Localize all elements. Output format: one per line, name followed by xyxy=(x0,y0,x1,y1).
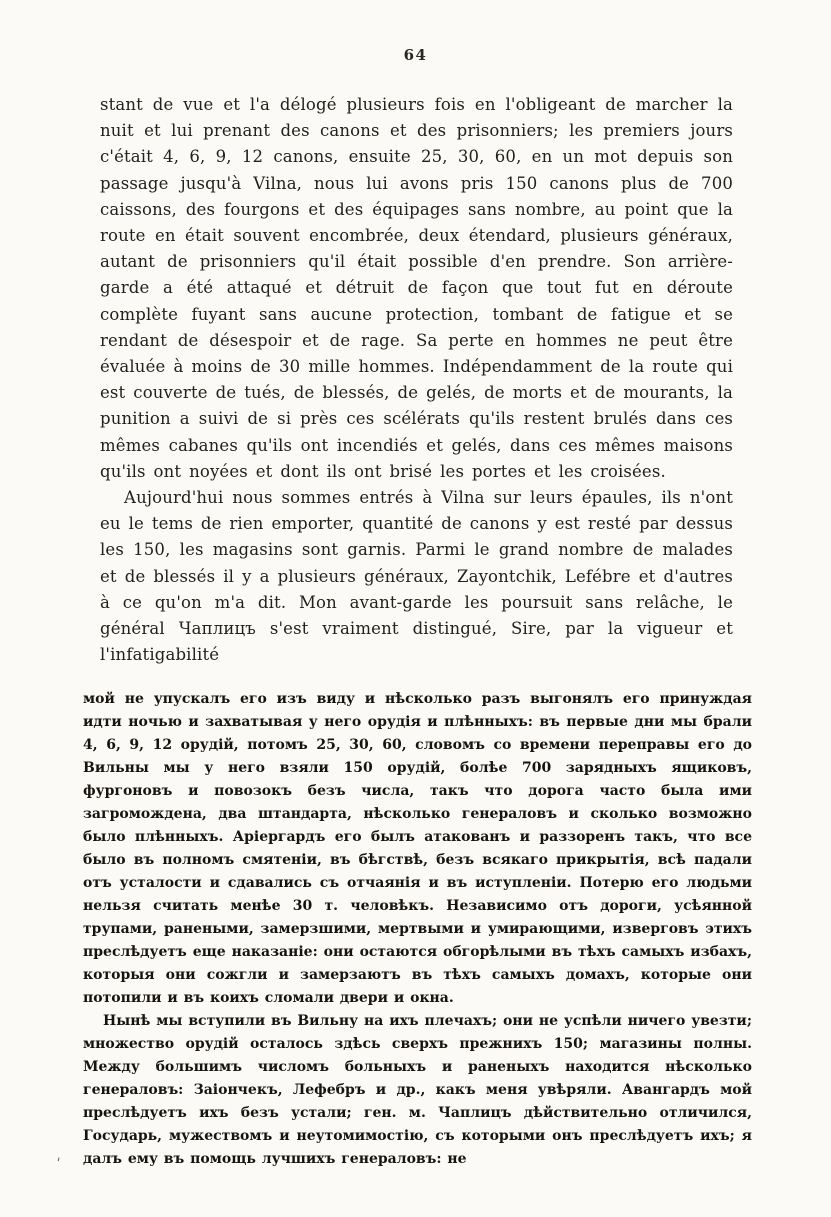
french-text-block xyxy=(100,92,733,668)
russian-translation-block xyxy=(83,688,752,1171)
scan-speck-artifact: ' xyxy=(54,1155,62,1172)
russian-paragraph-1: мой не упускалъ его изъ виду и нѣсколько разъ выгонялъ его принуждая идти ночью и захватывая у него орудія и плѣнныхъ: въ первые дни мы брали 4, 6, 9, 12 орудій, потомъ 25, 30, 60, словомъ со времени переправы его до Вильны мы у него взяли 150 орудій, болѣе 700 зарядныхъ ящиковъ, фургоновъ и повозокъ безъ числа, такъ что дорога часто была ими загромождена, два штандарта, нѣсколько генераловъ и сколько возможно было плѣнныхъ. Аріергардъ его былъ атакованъ и раззоренъ такъ, что все было въ полномъ смятеніи, въ бѣгствѣ, безъ всякаго прикрытія, всѣ падали отъ усталости и сдавались съ отчаянія и въ иступленіи. Потерю его людьми нельзя считать менѣе 30 т. человѣкъ. Независимо отъ дороги, усѣянной трупами, ранеными, замерзшими, мертвыми и умирающими, изверговъ этихъ преслѣдуетъ еще наказаніе: они остаются обгорѣлыми въ тѣхъ самыхъ избахъ, которыя они сожгли и замерзаютъ въ тѣхъ самыхъ домахъ, которые они потопили и въ коихъ сломали двери и окна. xyxy=(83,691,752,1006)
french-paragraph-1: stant de vue et l'a délogé plusieurs fois en l'obligeant de marcher la nuit et lui prenant des canons et des prisonniers; les premiers jours c'était 4, 6, 9, 12 canons, ensuite 25, 30, 60, en un mot depuis son passage jusqu'à Vilna, nous lui avons pris 150 canons plus de 700 caissons, des fourgons et des équipages sans nombre, au point que la route en était souvent encombrée, deux étendard, plusieurs généraux, autant de prisonniers qu'il était possible d'en prendre. Son arrière-garde a été attaqué et détruit de façon que tout fut en déroute complète fuyant sans aucune protection, tombant de fatigue et se rendant de désespoir et de rage. Sa perte en hommes ne peut être évaluée à moins de 30 mille hommes. Indépendamment de la route qui est couverte de tués, de blessés, de gelés, de morts et de mourants, la punition a suivi de si près ces scélérats qu'ils restent brulés dans ces mêmes cabanes qu'ils ont incendiés et gelés, dans ces mêmes maisons qu'ils ont noyées et dont ils ont brisé les portes et les croisées. xyxy=(100,95,733,481)
page-number: 64 xyxy=(403,46,428,64)
french-paragraph-2: Aujourd'hui nous sommes entrés à Vilna sur leurs épaules, ils n'ont eu le tems de rien emporter, quantité de canons y est resté par dessus les 150, les magasins sont garnis. Parmi le grand nombre de malades et de blessés il y a plusieurs généraux, Zayontchik, Lefébre et d'autres à ce qu'on m'a dit. Mon avant-garde les poursuit sans relâche, le général Чаплицъ s'est vraiment distingué, Sire, par la vigueur et l'infatigabilité xyxy=(100,488,733,665)
russian-paragraph-2: Нынѣ мы вступили въ Вильну на ихъ плечахъ; они не успѣли ничего увезти; множество орудій осталось здѣсь сверхъ прежнихъ 150; магазины полны. Между большимъ числомъ больныхъ и раненыхъ находится нѣсколько генераловъ: Заіончекъ, Лефебръ и др., какъ меня увѣряли. Авангардъ мой преслѣдуетъ ихъ безъ устали; ген. м. Чаплицъ дѣйствительно отличился, Государь, мужествомъ и неутомимостію, съ которыми онъ преслѣдуетъ ихъ; я далъ ему въ помощь лучшихъ генераловъ: не xyxy=(83,1013,752,1167)
